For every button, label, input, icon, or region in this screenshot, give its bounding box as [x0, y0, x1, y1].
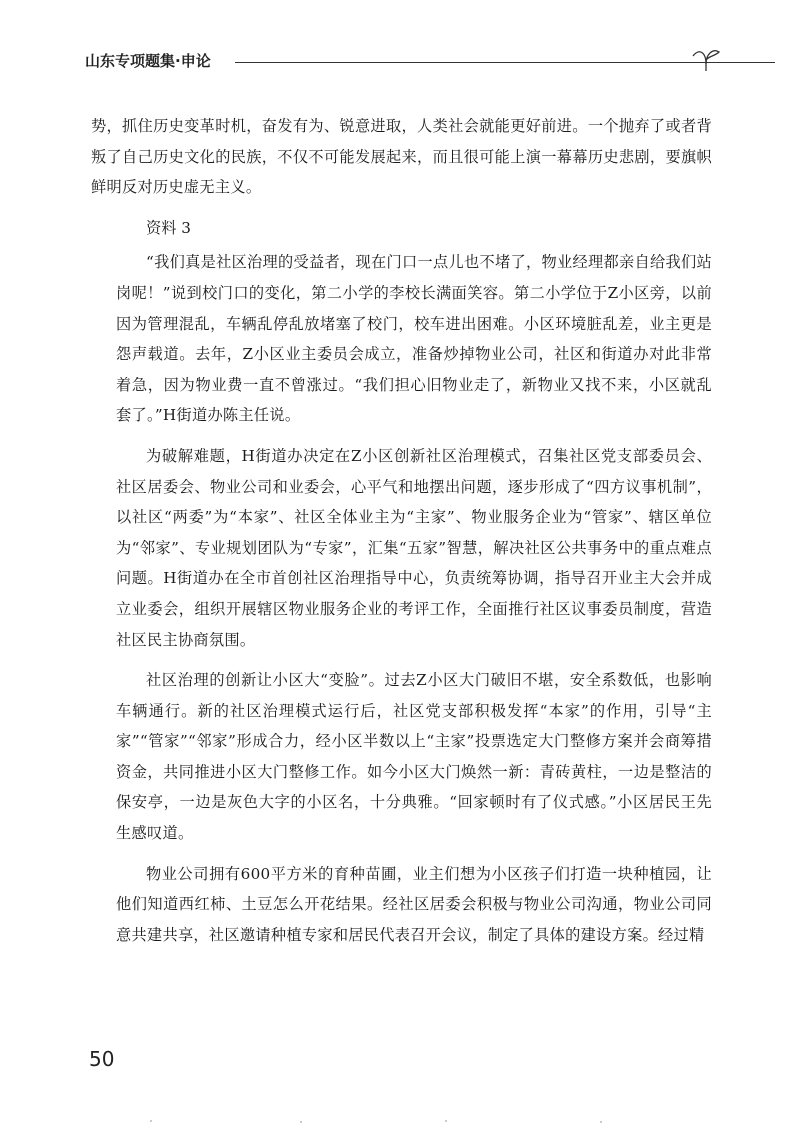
- scan-speck: [150, 1120, 152, 1122]
- paragraph-gate: 社区治理的创新让小区大“变脸”。过去Z小区大门破旧不堪，安全系数低，也影响车辆通行。新的社区治理模式运行后，社区党支部积极发挥“本家”的作用，引导“主家”“管家”“邻家”形成合力，经小区半数以上“主家”投票选定大门整修方案并会商筹措资金，共同推进小区大门整修工作。如今小区大门焕然一新：青砖黄柱，一边是整洁的保安亭，一边是灰色大字的小区名，十分典雅。“回家顿时有了仪式感。”小区居民王先生感叹道。: [116, 671, 712, 843]
- sprout-icon: [689, 42, 723, 72]
- paragraph-garden: 物业公司拥有600平方米的育种苗圃，业主们想为小区孩子们打造一块种植园，让他们知道西红柿、土豆怎么开花结果。经社区居委会积极与物业公司沟通，物业公司同意共建共享，社区邀请种植专家和居民代表召开会议，制定了具体的建设方案。经过精: [116, 864, 712, 944]
- paragraph-quote: “我们真是社区治理的受益者，现在门口一点儿也不堵了，物业经理都亲自给我们站岗呢！”说到校门口的变化，第二小学的李校长满面笑容。第二小学位于Z小区旁，以前因为管理混乱，车辆乱停乱放堵塞了校门，校车进出困难。小区环境脏乱差，业主更是怨声载道。去年，Z小区业主委员会成立，准备炒掉物业公司，社区和街道办对此非常着急，因为物业费一直不曾涨过。“我们担心旧物业走了，新物业又找不来，小区就乱套了。”H街道办陈主任说。: [116, 253, 712, 425]
- page-body: [91, 111, 712, 950]
- running-header: [85, 48, 725, 78]
- paragraph-reform: 为破解难题，H街道办决定在Z小区创新社区治理模式，召集社区党支部委员会、社区居委会、物业公司和业委会，心平气和地摆出问题，逐步形成了“四方议事机制”，以社区“两委”为“本家”、社区全体业主为“主家”、物业服务企业为“管家”、辖区单位为“邻家”、专业规划团队为“专家”，汇集“五家”智慧，解决社区公共事务中的重点难点问题。H街道办在全市首创社区治理指导中心，负责统筹协调，指导召开业主大会并成立业委会，组织开展辖区物业服务企业的考评工作，全面推行社区议事委员制度，营造社区民主协商氛围。: [116, 446, 712, 649]
- page-number: 50: [89, 1047, 115, 1071]
- paragraph-continuation: 势，抓住历史变革时机，奋发有为、锐意进取，人类社会就能更好前进。一个抛弃了或者背叛了自己历史文化的民族，不仅不可能发展起来，而且很可能上演一幕幕历史悲剧，要旗帜鲜明反对历史虚无主义。: [91, 117, 712, 197]
- header-title: 山东专项题集·申论: [85, 50, 217, 71]
- scan-speck: [600, 1121, 602, 1123]
- scan-speck: [300, 1121, 302, 1123]
- section-title: 资料 3: [146, 218, 191, 237]
- scan-speck: [445, 1120, 447, 1122]
